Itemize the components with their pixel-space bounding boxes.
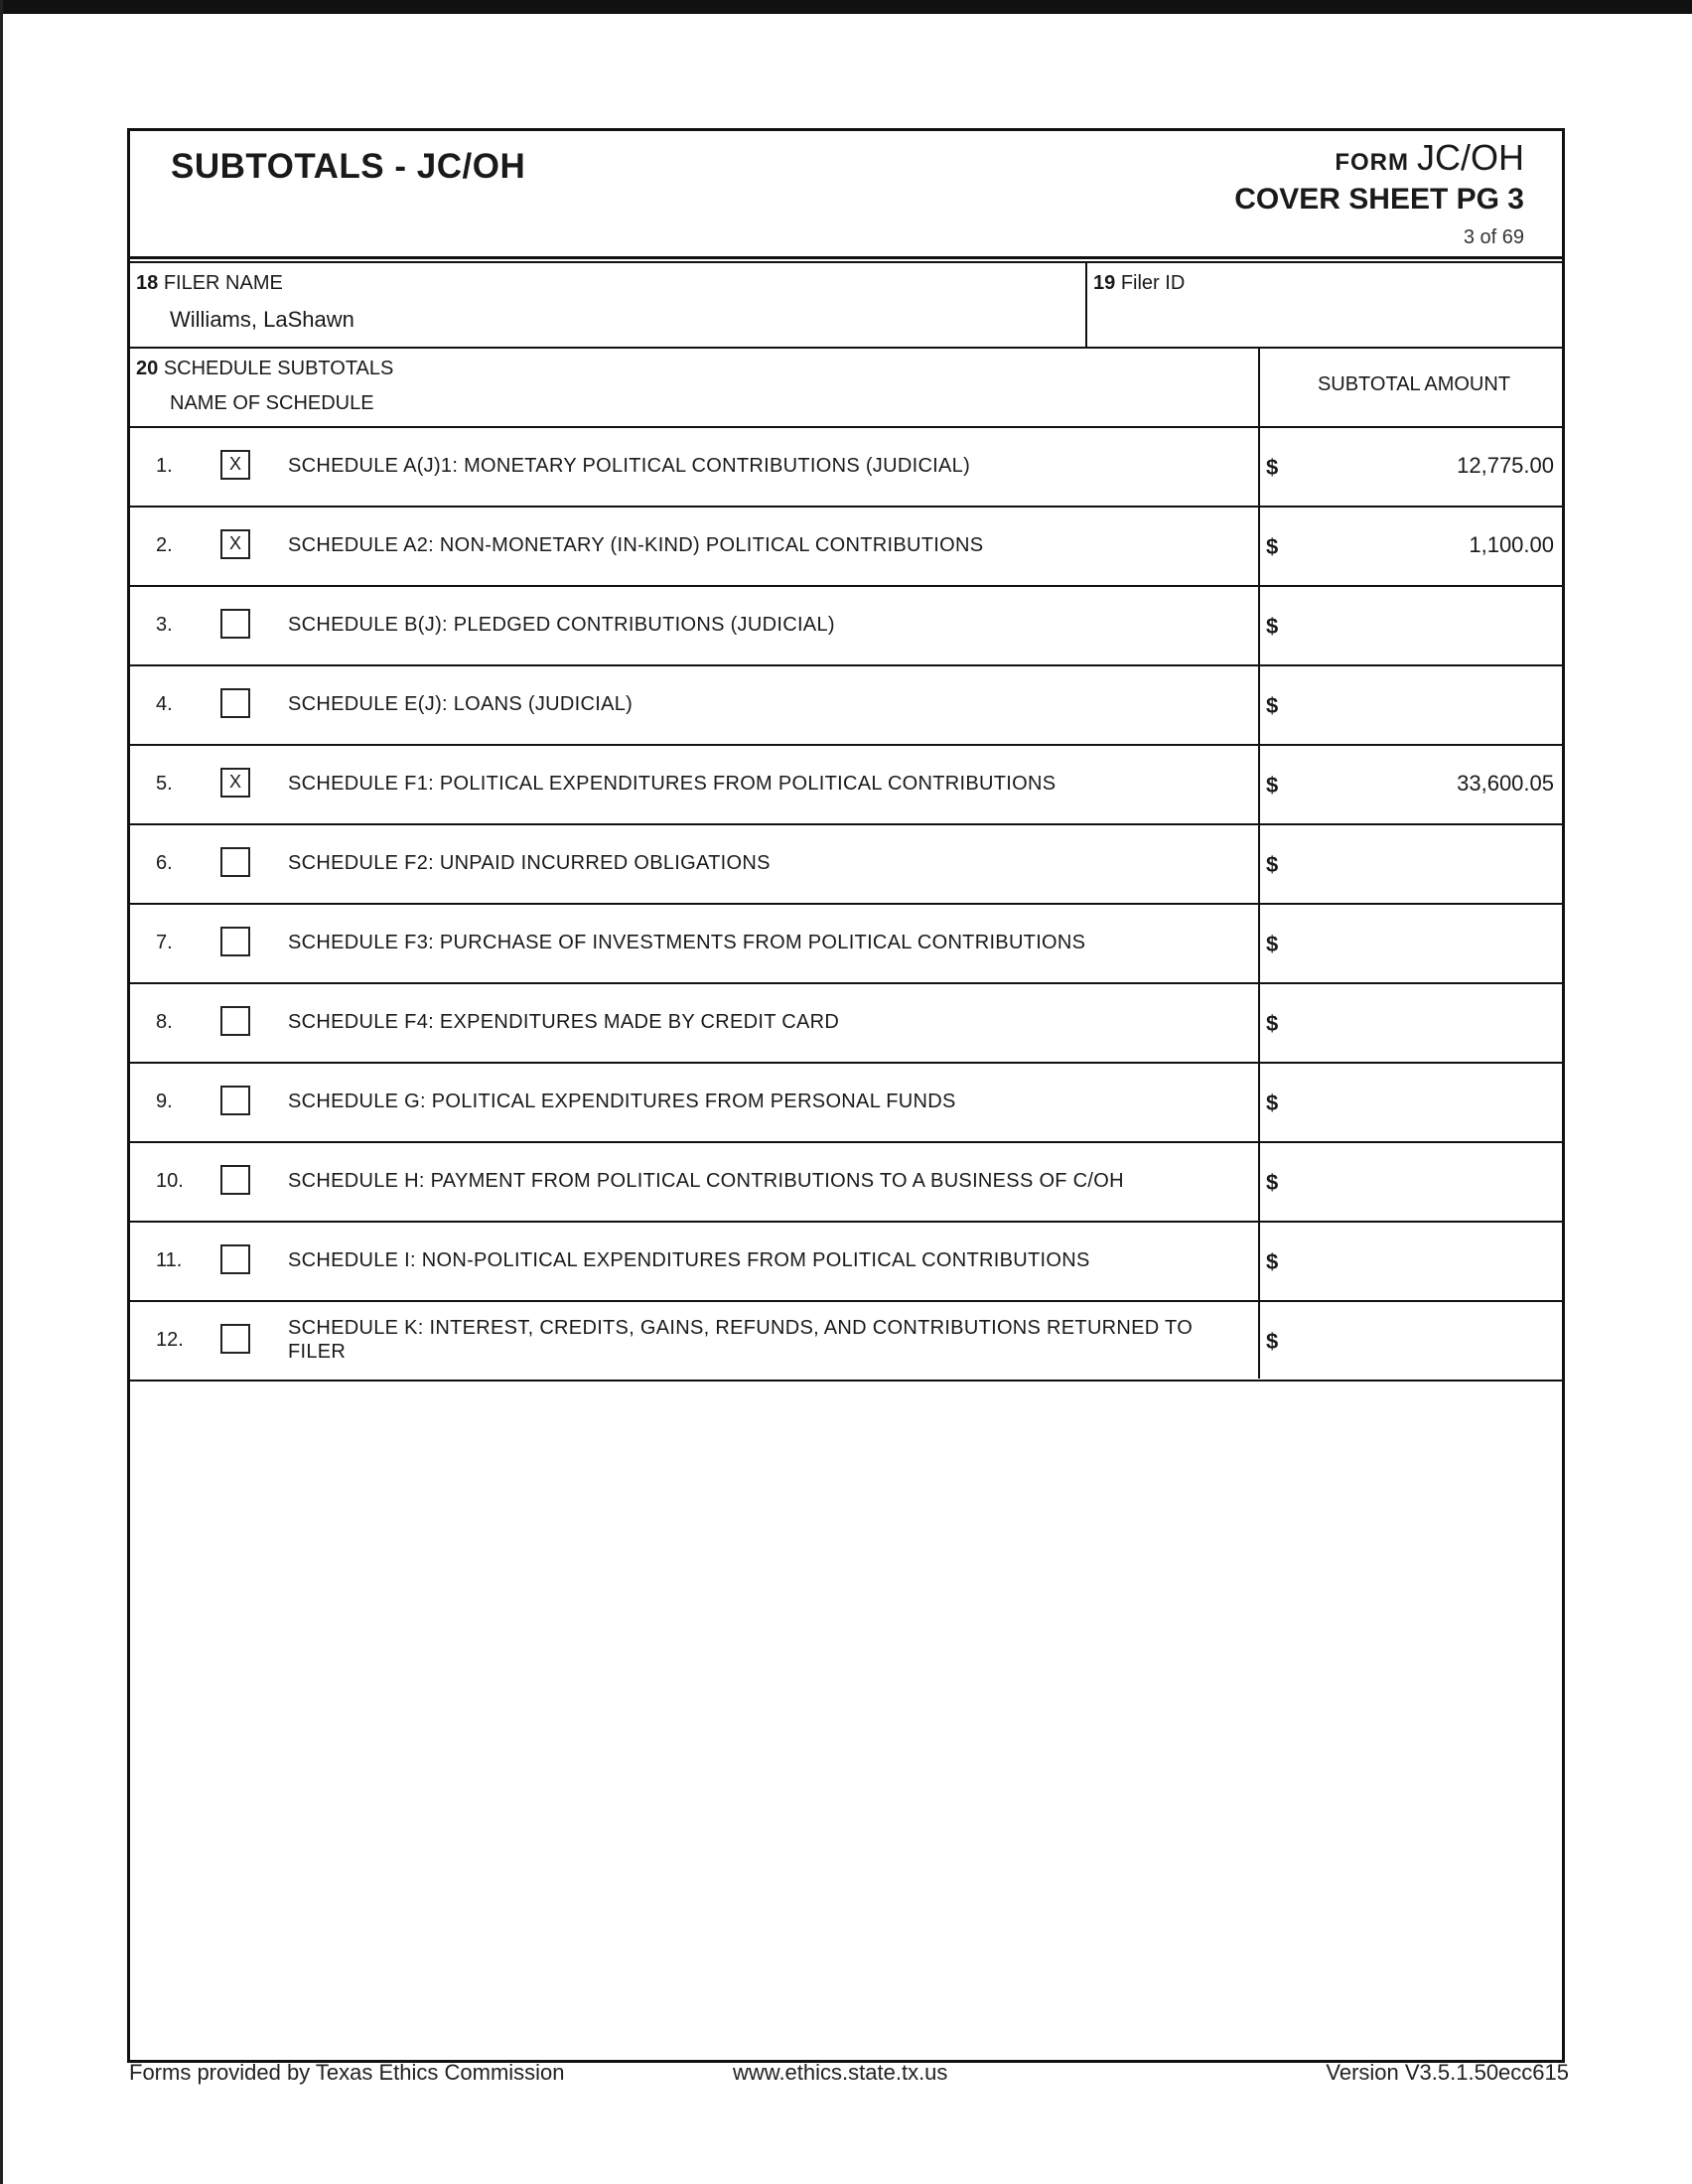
schedule-row bbox=[130, 506, 1562, 585]
schedule-subtotals-label: 20 SCHEDULE SUBTOTALS NAME OF SCHEDULE bbox=[136, 352, 393, 421]
schedule-row bbox=[130, 744, 1562, 823]
schedule-name: SCHEDULE A2: NON-MONETARY (IN-KIND) POLITICAL CONTRIBUTIONS bbox=[288, 534, 984, 556]
form-code: JC/OH bbox=[1417, 137, 1524, 178]
dollar-sign: $ bbox=[1266, 852, 1279, 877]
row-number: 5. bbox=[156, 773, 173, 795]
dollar-sign: $ bbox=[1266, 455, 1279, 480]
subtotal-amount: 33,600.05 bbox=[1457, 771, 1554, 796]
dollar-sign: $ bbox=[1266, 1329, 1279, 1354]
schedule-name: SCHEDULE B(J): PLEDGED CONTRIBUTIONS (JUDICIAL) bbox=[288, 614, 835, 636]
name-of-schedule-label: NAME OF SCHEDULE bbox=[170, 392, 374, 414]
dollar-sign: $ bbox=[1266, 693, 1279, 718]
form-header bbox=[130, 131, 1562, 256]
row-number: 6. bbox=[156, 852, 173, 874]
schedule-checkbox[interactable]: X bbox=[220, 529, 250, 559]
schedule-checkbox[interactable] bbox=[220, 609, 250, 639]
schedule-checkbox[interactable] bbox=[220, 688, 250, 718]
schedule-checkbox[interactable] bbox=[220, 1244, 250, 1274]
dollar-sign: $ bbox=[1266, 1170, 1279, 1195]
schedule-name: SCHEDULE G: POLITICAL EXPENDITURES FROM PERSONAL FUNDS bbox=[288, 1091, 956, 1112]
filer-name-value: Williams, LaShawn bbox=[170, 307, 354, 332]
cover-sheet-label: COVER SHEET PG 3 bbox=[1234, 183, 1524, 216]
schedule-row bbox=[130, 823, 1562, 903]
row-number: 1. bbox=[156, 455, 173, 477]
row-number: 2. bbox=[156, 534, 173, 556]
footer-provider: Forms provided by Texas Ethics Commission bbox=[129, 2060, 565, 2085]
divider bbox=[130, 256, 1562, 259]
divider bbox=[130, 261, 1562, 263]
dollar-sign: $ bbox=[1266, 932, 1279, 956]
schedule-name: SCHEDULE E(J): LOANS (JUDICIAL) bbox=[288, 693, 634, 715]
dollar-sign: $ bbox=[1266, 1011, 1279, 1036]
footer-website[interactable]: www.ethics.state.tx.us bbox=[733, 2060, 948, 2085]
footer-version: Version V3.5.1.50ecc615 bbox=[1326, 2060, 1569, 2085]
schedule-row bbox=[130, 982, 1562, 1062]
schedule-checkbox[interactable] bbox=[220, 1086, 250, 1115]
divider bbox=[130, 347, 1562, 349]
dollar-sign: $ bbox=[1266, 1249, 1279, 1274]
filer-name-label: 18 FILER NAME bbox=[136, 272, 283, 294]
schedule-checkbox[interactable] bbox=[220, 1324, 250, 1354]
dollar-sign: $ bbox=[1266, 773, 1279, 798]
schedule-checkbox[interactable] bbox=[220, 847, 250, 877]
page-number: 3 of 69 bbox=[1463, 226, 1524, 248]
schedule-name: SCHEDULE A(J)1: MONETARY POLITICAL CONTRIBUTIONS (JUDICIAL) bbox=[288, 455, 971, 477]
schedule-checkbox[interactable]: X bbox=[220, 768, 250, 798]
dollar-sign: $ bbox=[1266, 534, 1279, 559]
form-id bbox=[1335, 137, 1524, 179]
schedule-row bbox=[130, 426, 1562, 506]
dollar-sign: $ bbox=[1266, 614, 1279, 639]
scan-top-border bbox=[0, 0, 1692, 14]
schedule-checkbox[interactable] bbox=[220, 927, 250, 956]
row-number: 9. bbox=[156, 1091, 173, 1112]
page-title: SUBTOTALS - JC/OH bbox=[171, 147, 526, 186]
filer-id-divider bbox=[1085, 262, 1087, 348]
subtotal-amount: 12,775.00 bbox=[1457, 453, 1554, 478]
schedule-name: SCHEDULE F1: POLITICAL EXPENDITURES FROM POLITICAL CONTRIBUTIONS bbox=[288, 773, 1057, 795]
filer-id-label: 19 Filer ID bbox=[1093, 272, 1186, 294]
form-word: FORM bbox=[1335, 149, 1409, 176]
row-number: 12. bbox=[156, 1329, 184, 1351]
row-divider bbox=[130, 1380, 1562, 1382]
schedule-name: SCHEDULE H: PAYMENT FROM POLITICAL CONTRIBUTIONS TO A BUSINESS OF C/OH bbox=[288, 1170, 1124, 1192]
schedule-row bbox=[130, 664, 1562, 744]
schedule-checkbox[interactable] bbox=[220, 1165, 250, 1195]
dollar-sign: $ bbox=[1266, 1091, 1279, 1115]
row-number: 11. bbox=[156, 1249, 183, 1271]
schedule-row bbox=[130, 1141, 1562, 1221]
schedule-row bbox=[130, 1062, 1562, 1141]
schedule-name: SCHEDULE K: INTEREST, CREDITS, GAINS, REFUNDS, AND CONTRIBUTIONS RETURNED TO FILER bbox=[288, 1317, 1194, 1363]
row-number: 10. bbox=[156, 1170, 184, 1192]
subtotal-amount-header: SUBTOTAL AMOUNT bbox=[1317, 373, 1511, 395]
schedule-name: SCHEDULE I: NON-POLITICAL EXPENDITURES FROM POLITICAL CONTRIBUTIONS bbox=[288, 1249, 1090, 1271]
row-number: 3. bbox=[156, 614, 173, 636]
row-number: 7. bbox=[156, 932, 173, 953]
subtotal-amount: 1,100.00 bbox=[1469, 532, 1554, 557]
schedule-checkbox[interactable] bbox=[220, 1006, 250, 1036]
form-frame bbox=[127, 128, 1565, 2063]
row-number: 8. bbox=[156, 1011, 173, 1033]
schedule-row bbox=[130, 903, 1562, 982]
schedule-row bbox=[130, 585, 1562, 664]
schedule-row bbox=[130, 1221, 1562, 1300]
schedule-checkbox[interactable]: X bbox=[220, 450, 250, 480]
row-number: 4. bbox=[156, 693, 173, 715]
scan-left-border bbox=[0, 0, 3, 2184]
schedule-name: SCHEDULE F3: PURCHASE OF INVESTMENTS FROM POLITICAL CONTRIBUTIONS bbox=[288, 932, 1086, 953]
schedule-name: SCHEDULE F2: UNPAID INCURRED OBLIGATIONS bbox=[288, 852, 771, 874]
schedule-row bbox=[130, 1300, 1562, 1380]
schedule-name: SCHEDULE F4: EXPENDITURES MADE BY CREDIT CARD bbox=[288, 1011, 840, 1033]
